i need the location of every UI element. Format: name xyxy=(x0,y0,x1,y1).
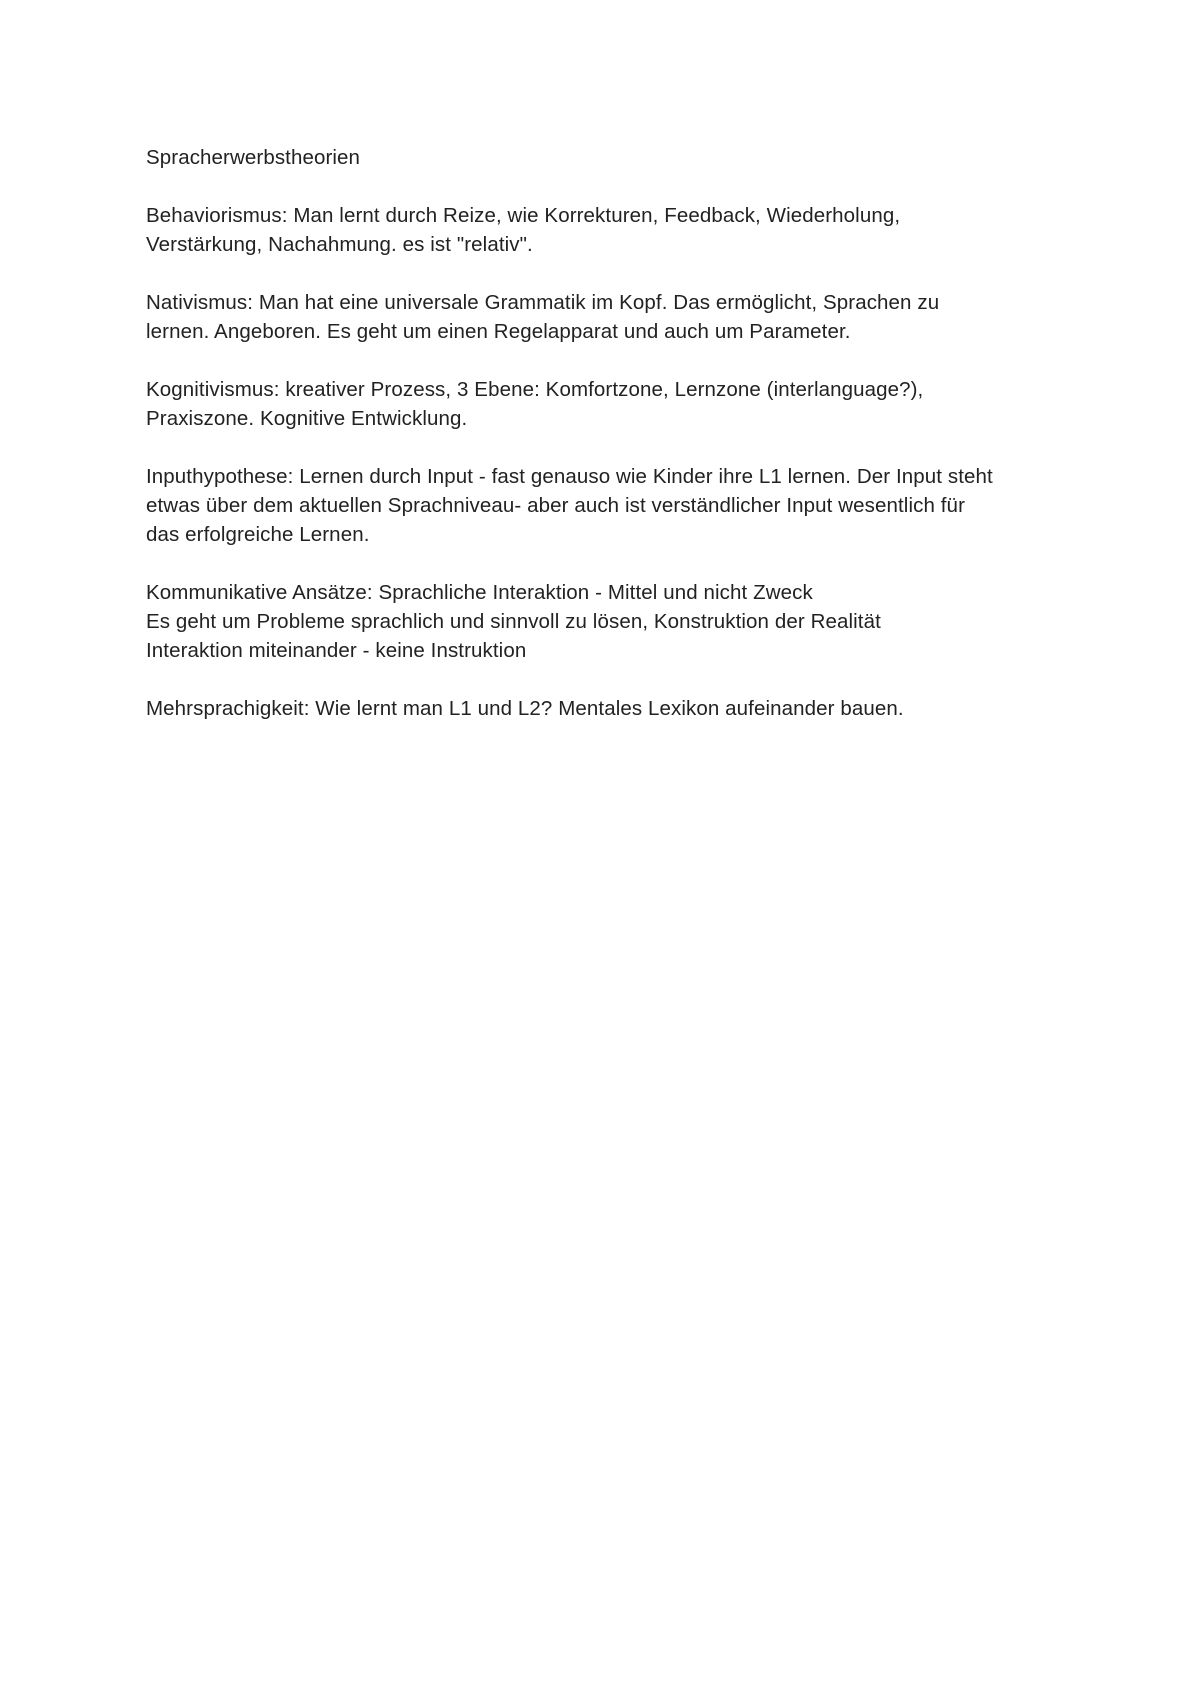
paragraph-kognitivismus xyxy=(146,375,1086,433)
document-title: Spracherwerbstheorien xyxy=(146,146,361,169)
paragraph-line: das erfolgreiche Lernen. xyxy=(146,523,370,546)
paragraph-line: Verstärkung, Nachahmung. es ist "relativ". xyxy=(146,233,533,256)
paragraph-line: Kognitivismus: kreativer Prozess, 3 Ebene: Komfortzone, Lernzone (interlanguage?), xyxy=(146,378,924,401)
paragraph-nativismus xyxy=(146,288,1086,346)
paragraph-line: Kommunikative Ansätze: Sprachliche Interaktion - Mittel und nicht Zweck xyxy=(146,581,813,604)
paragraph-kommunikative-ansaetze xyxy=(146,578,1086,665)
paragraph-line: Mehrsprachigkeit: Wie lernt man L1 und L2? Mentales Lexikon aufeinander bauen. xyxy=(146,697,904,720)
paragraph-line: Behaviorismus: Man lernt durch Reize, wie Korrekturen, Feedback, Wiederholung, xyxy=(146,204,901,227)
paragraph-line: Nativismus: Man hat eine universale Grammatik im Kopf. Das ermöglicht, Sprachen zu xyxy=(146,291,940,314)
paragraph-line: Es geht um Probleme sprachlich und sinnvoll zu lösen, Konstruktion der Realität xyxy=(146,610,881,633)
document-body xyxy=(146,143,1086,752)
paragraph-line: etwas über dem aktuellen Sprachniveau- aber auch ist verständlicher Input wesentlich für xyxy=(146,494,965,517)
paragraph-line: Inputhypothese: Lernen durch Input - fast genauso wie Kinder ihre L1 lernen. Der Input steht xyxy=(146,465,993,488)
paragraph-line: Interaktion miteinander - keine Instruktion xyxy=(146,639,527,662)
paragraph-line: lernen. Angeboren. Es geht um einen Regelapparat und auch um Parameter. xyxy=(146,320,851,343)
paragraph-behaviorismus xyxy=(146,201,1086,259)
paragraph-inputhypothese xyxy=(146,462,1086,549)
paragraph-line: Praxiszone. Kognitive Entwicklung. xyxy=(146,407,468,430)
paragraph-mehrsprachigkeit xyxy=(146,694,1086,723)
